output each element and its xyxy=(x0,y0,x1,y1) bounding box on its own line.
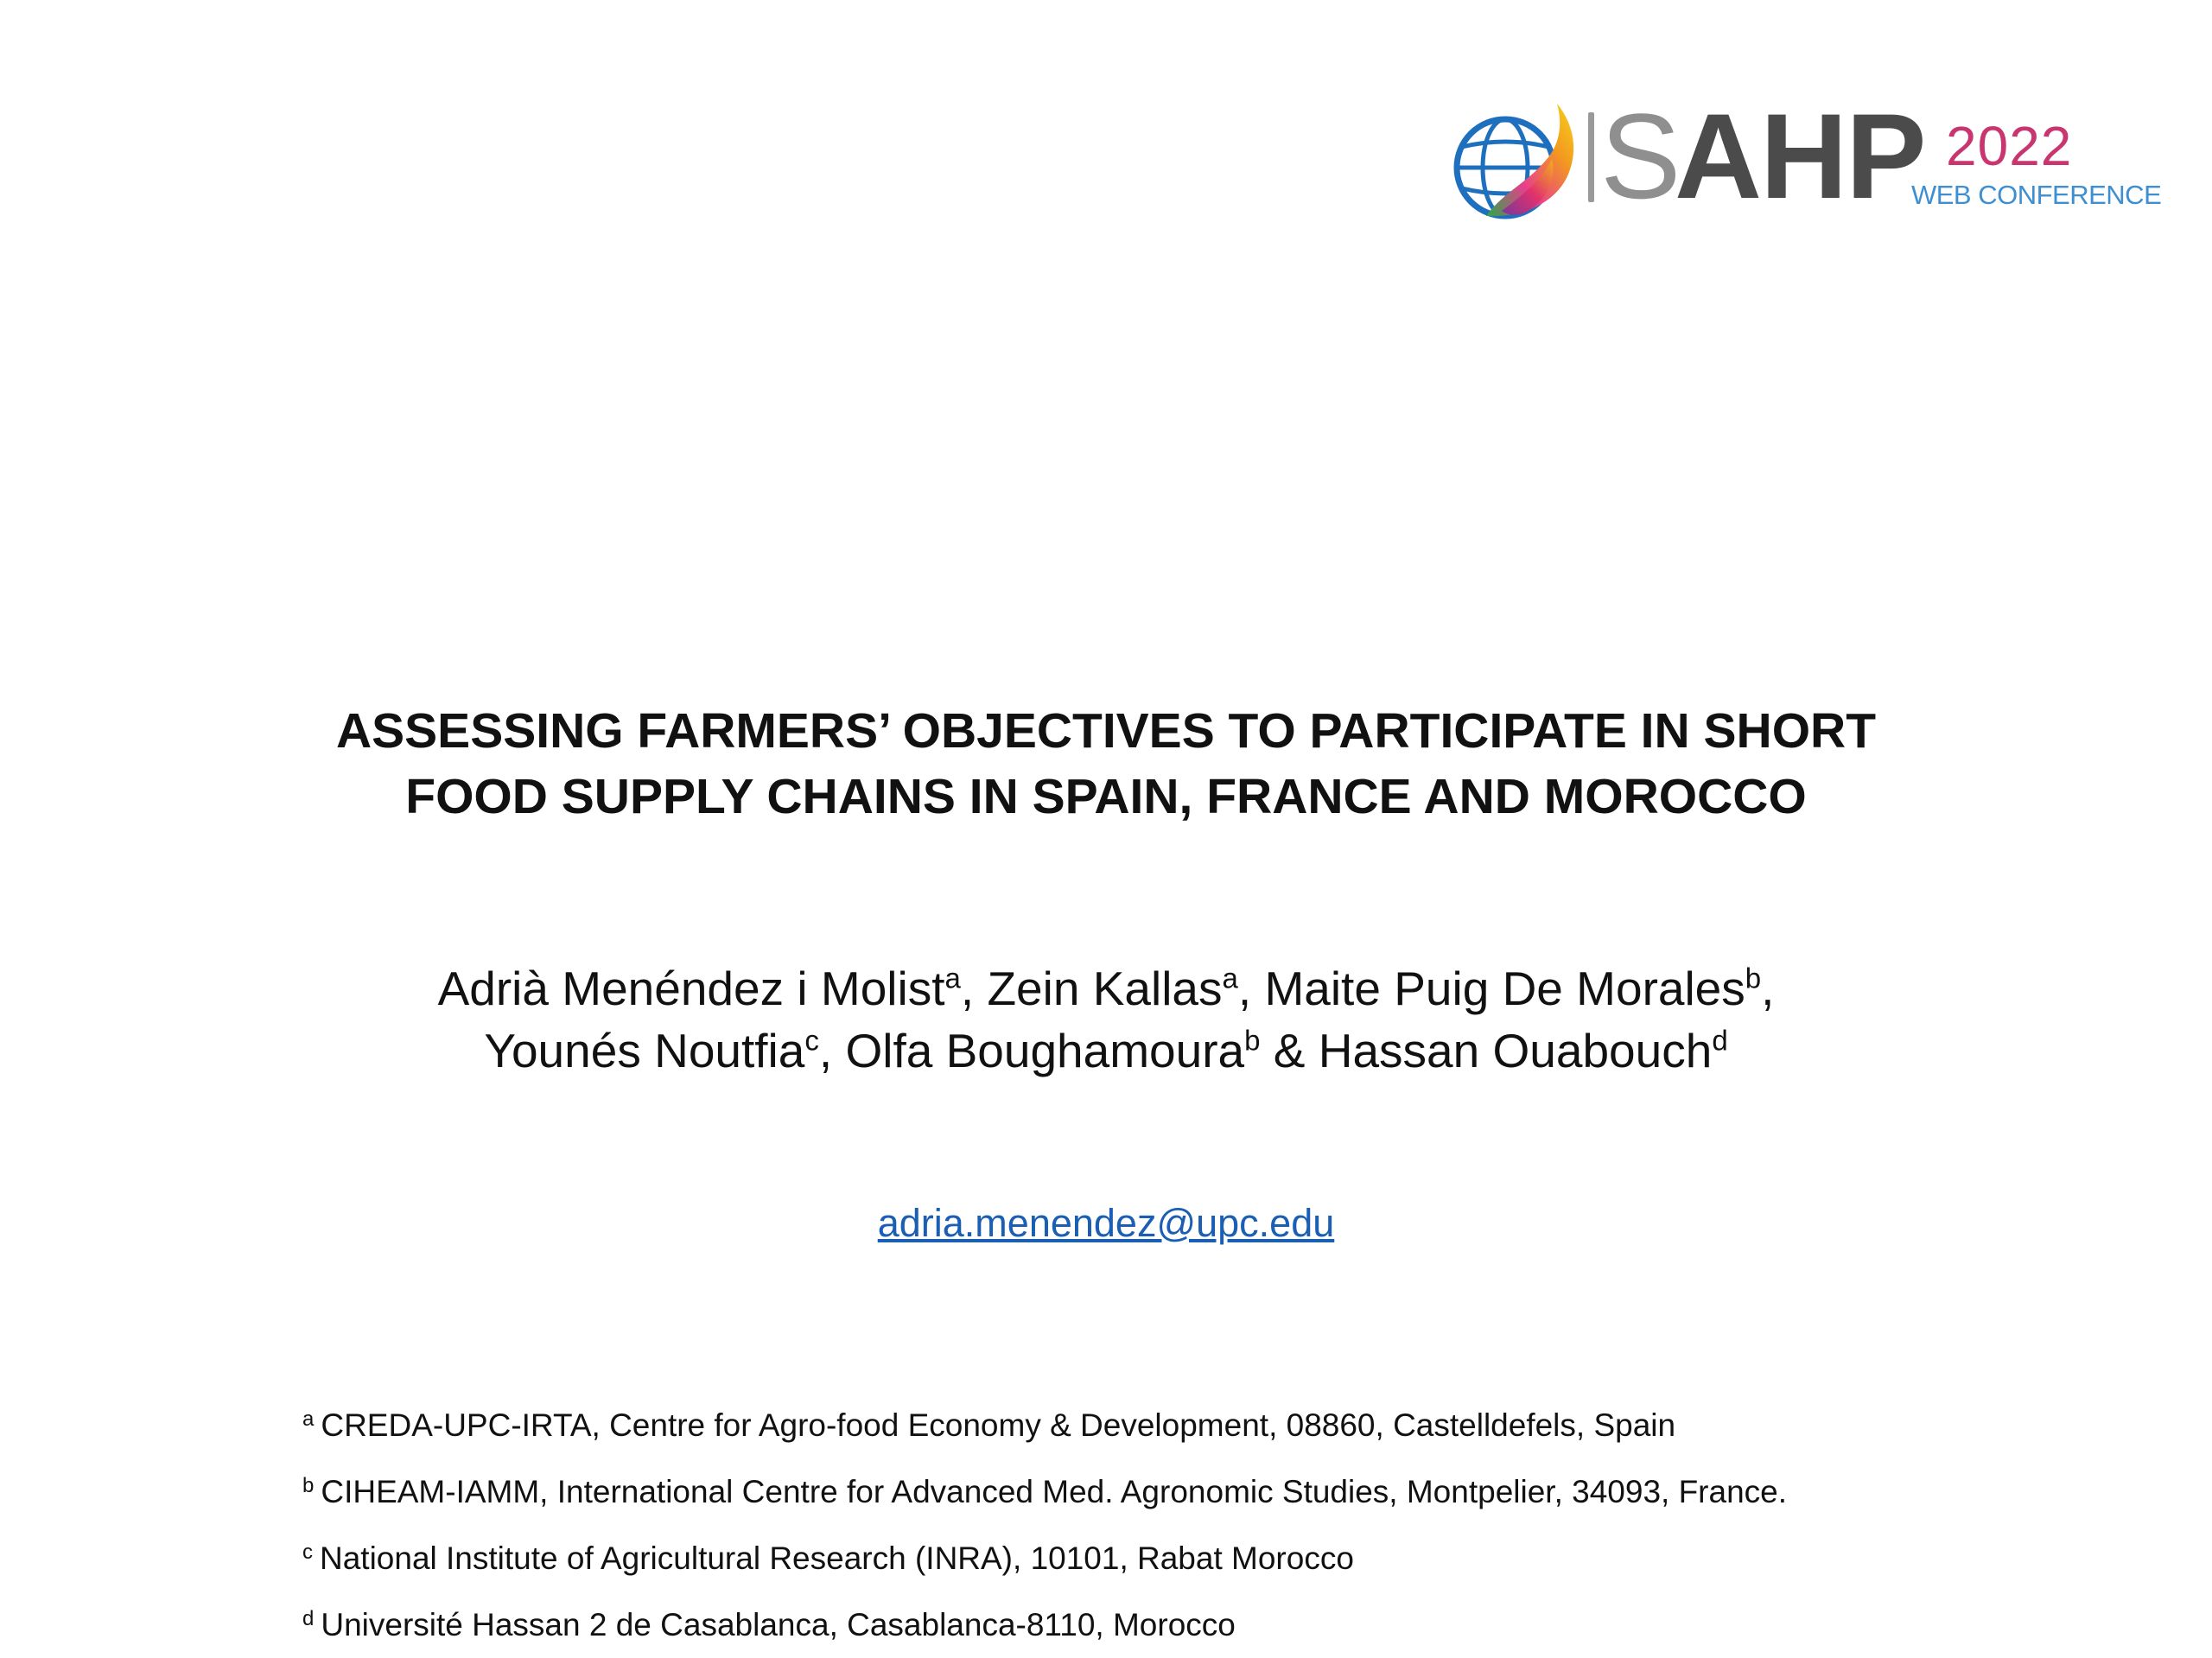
affiliation-item xyxy=(302,1389,2031,1456)
affiliation-list xyxy=(302,1389,2031,1655)
author-separator: , xyxy=(818,1024,846,1077)
author-separator: & xyxy=(1260,1024,1319,1077)
conference-logo xyxy=(1452,88,2162,224)
affiliation-mark: d xyxy=(302,1607,315,1630)
paper-title-line-2: FOOD SUPPLY CHAINS IN SPAIN, FRANCE AND MOROCCO xyxy=(405,769,1807,824)
author-name: Olfa Boughamoura xyxy=(845,1024,1245,1077)
logo-subtitle: WEB CONFERENCE xyxy=(1911,180,2162,210)
author-affiliation-mark: d xyxy=(1712,1024,1728,1057)
contact-email xyxy=(173,1199,2039,1248)
author-name: Adrià Menéndez i Molist xyxy=(437,962,945,1015)
author-affiliation-mark: b xyxy=(1745,962,1762,994)
author-affiliation-mark: b xyxy=(1244,1024,1261,1057)
affiliation-text: CREDA-UPC-IRTA, Centre for Agro-food Economy & Development, 08860, Castelldefels, Spain xyxy=(321,1407,1676,1443)
paper-title xyxy=(173,698,2039,829)
affiliation-mark: a xyxy=(302,1407,315,1431)
affiliation-text: Université Hassan 2 de Casablanca, Casablanca-8110, Morocco xyxy=(321,1607,1236,1642)
affiliation-item xyxy=(302,1522,2031,1589)
logo-brand-main: AHP xyxy=(1675,88,1925,224)
author-separator: , xyxy=(1237,962,1265,1015)
logo-year: 2022 xyxy=(1946,115,2073,177)
globe-logo-icon xyxy=(1452,97,1581,226)
author-name: Younés Noutfia xyxy=(484,1024,805,1077)
author-name: Hassan Ouabouch xyxy=(1318,1024,1713,1077)
paper-title-line-1: ASSESSING FARMERS’ OBJECTIVES TO PARTICIPATE IN SHORT xyxy=(335,703,1877,759)
logo-separator xyxy=(1588,112,1594,202)
author-affiliation-mark: a xyxy=(944,962,961,994)
affiliation-mark: b xyxy=(302,1474,315,1497)
affiliation-item xyxy=(302,1589,2031,1655)
author-separator: , xyxy=(960,962,988,1015)
logo-brand-s: S xyxy=(1600,88,1681,224)
affiliation-text: CIHEAM-IAMM, International Centre for Advanced Med. Agronomic Studies, Montpelier, 34093, France. xyxy=(321,1474,1788,1509)
author-line-2 xyxy=(173,1020,2039,1082)
email-link[interactable]: adria.menendez@upc.edu xyxy=(877,1201,1335,1245)
author-list xyxy=(173,957,2039,1082)
affiliation-item xyxy=(302,1456,2031,1522)
author-affiliation-mark: c xyxy=(804,1024,819,1057)
affiliation-text: National Institute of Agricultural Research (INRA), 10101, Rabat Morocco xyxy=(320,1540,1354,1576)
author-affiliation-mark: a xyxy=(1222,962,1238,994)
author-name: Maite Puig De Morales xyxy=(1264,962,1745,1015)
author-name: Zein Kallas xyxy=(987,962,1223,1015)
author-separator: , xyxy=(1761,962,1775,1015)
author-line-1 xyxy=(173,957,2039,1020)
affiliation-mark: c xyxy=(302,1540,313,1564)
